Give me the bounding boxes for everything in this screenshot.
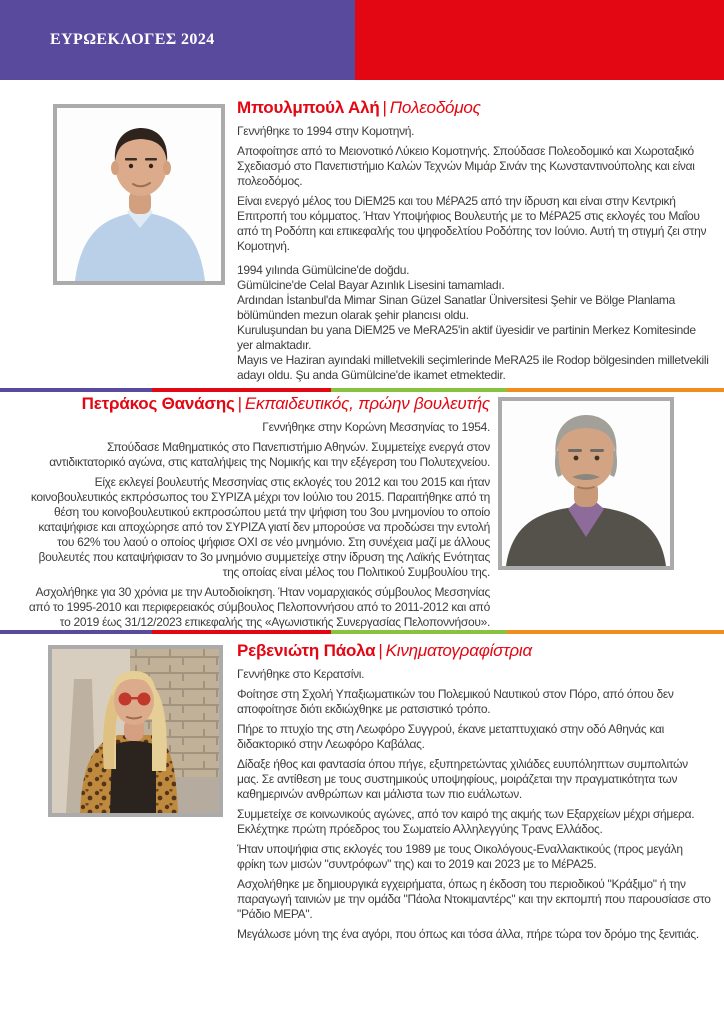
portrait-older-man-illustration [502,401,670,566]
bio-paragraph: Αποφοίτησε από το Μειονοτικό Λύκειο Κομοτηνής. Σπούδασε Πολεοδομικό και Χωροταξικό Σχεδιασμό στο Πανεπιστήμιο Καλών Τεχνών Μιμάρ Σινάν της Κωνσταντινούπολης και είναι πολεοδόμος. [237,144,695,188]
bio-turkish-line: Mayıs ve Haziran ayındaki milletvekili seçimlerinde MeRA25 ile Rodop bölgesinden milletvekili adayı oldu. Şu anda Gümülcine'de ikamet etmektedir. [237,353,709,382]
bio-turkish-line: 1994 yılında Gümülcine'de doğdu. [237,263,410,277]
header-purple-band [0,0,355,80]
multicolor-divider [0,388,724,392]
divider-purple-segment [0,388,152,392]
candidate-heading [237,641,711,661]
divider-orange-segment [507,630,724,634]
bio-paragraph: Ασχολήθηκε για 30 χρόνια με την Αυτοδιοίκηση. Ήταν νομαρχιακός σύμβουλος Μεσσηνίας από το 1995-2010 και περιφερειακός σύμβουλος Πελοποννήσου από το 2011-2012 και από το 2019 έως 31/12/2023 επικεφαλής της «Αγωνιστικής Συνεργασίας Πελοποννήσου». [28,585,490,629]
candidate-photo-bulbul [53,104,225,285]
bio-paragraph: Είναι ενεργό μέλος του DiEM25 και του ΜέΡΑ25 από την ίδρυση και είναι στην Κεντρική Επιτροπή του κόμματος. Ήταν Υποψήφιος Βουλευτής με το ΜέΡΑ25 στις εκλογές του Μαΐου από τη Ροδόπη και επικεφαλής του ψηφοδελτίου Ροδόπης τον Ιούνιο. Αυτή τη στιγμή ζει στην Κομοτηνή. [237,194,707,253]
candidate-photo-petrakos [498,397,674,570]
divider-red-segment [152,388,331,392]
bio-paragraph: Μεγάλωσε μόνη της ένα αγόρι, που όπως και τόσα άλλα, πήρε τώρα τον δρόμο της ξενιτιάς. [237,927,699,941]
bio-paragraph: Γεννήθηκε στην Κορώνη Μεσσηνίας το 1954. [262,420,490,434]
portrait-blonde-woman-illustration [52,649,219,813]
bio-turkish-line: Ardından İstanbul'da Mimar Sinan Güzel Sanatlar Üniversitesi Şehir ve Bölge Planlama bölümünden mezun olarak şehir plancısı oldu. [237,293,675,322]
candidate-role: Πολεοδόμος [389,98,481,117]
divider-green-segment [331,388,507,392]
candidate-heading [237,98,711,118]
header-red-band [355,0,724,80]
candidate-name: Πετράκος Θανάσης [81,394,235,413]
candidate-photo-revenioti [48,645,223,817]
profile-section-bulbul [237,98,711,383]
divider-orange-segment [507,388,724,392]
bio-turkish-block [237,263,711,383]
bio-paragraph: Ασχολήθηκε με δημιουργικά εγχειρήματα, όπως η έκδοση του περιοδικού "Κράξιμο" ή την παραγωγή ταινιών με την ομάδα "Πάολα Ντοκιμαντέρς" και την εκπομπή που παρουσίασε στο "Ράδιο ΜΕΡΑ". [237,877,711,921]
candidate-heading [28,394,490,414]
candidate-name: Μπουλμπούλ Αλή [237,98,380,117]
bio-paragraph: Πήρε το πτυχίο της στη Λεωφόρο Συγγρού, έκανε μεταπτυχιακό στην οδό Αθηνάς και διδακτορικό στην Λεωφόρο Καβάλας. [237,722,664,751]
page-title: ΕΥΡΩΕΚΛΟΓΕΣ 2024 [50,31,215,48]
bio-paragraph: Γεννήθηκε στο Κερατσίνι. [237,667,365,681]
bio-paragraph: Είχε εκλεγεί βουλευτής Μεσσηνίας στις εκλογές του 2012 και του 2015 και ήταν κοινοβουλευτικός εκπρόσωπος του ΣΥΡΙΖΑ μέχρι τον Ιούλιο του 2015. Παραιτήθηκε από τη θέση του κοινοβουλευτικού εκπροσώπου μετά την ψήφιση του 3ου μνημονίου το οποίο καταψήφισε και αποχώρησε από τον ΣΥΡΙΖΑ γιατί δεν μπορούσε να προδώσει την εντολή του 62% του λαού ο οποίος ψήφισε ΟΧΙ σε νέο μνημόνιο. Στη συνέχεια μαζί με άλλους βουλευτές που καταψήφισαν το 3ο μνημόνιο συμμετείχε στην ίδρυση της Λαϊκής Ενότητας της οποίας είναι μέλος του Πολιτικού Συμβουλίου της. [30,475,490,579]
page-header [0,0,724,80]
heading-separator: | [382,98,387,117]
bio-turkish-line: Kuruluşundan bu yana DiEM25 ve MeRA25'in aktif üyesidir ve partinin Merkez Komitesinde yer almaktadır. [237,323,696,352]
bio-paragraph: Φοίτησε στη Σχολή Υπαξιωματικών του Πολεμικού Ναυτικού στον Πόρο, από όπου δεν αποφοίτησε διότι εκδιώχθηκε με ρατσιστικό τρόπο. [237,687,674,716]
divider-purple-segment [0,630,152,634]
bio-paragraph: Γεννήθηκε το 1994 στην Κομοτηνή. [237,124,415,138]
heading-separator: | [378,641,383,660]
profile-section-petrakos [28,394,490,635]
candidate-name: Ρεβενιώτη Πάολα [237,641,376,660]
candidate-role: Εκπαιδευτικός, πρώην βουλευτής [244,394,490,413]
bio-turkish-line: Gümülcine'de Celal Bayar Azınlık Lisesini tamamladı. [237,278,505,292]
divider-red-segment [152,630,331,634]
multicolor-divider [0,630,724,634]
profile-section-revenioti [237,641,711,947]
portrait-man-blue-shirt-illustration [57,108,221,281]
bio-paragraph: Δίδαξε ήθος και φαντασία όπου πήγε, εξυπηρετώντας χιλιάδες ευυπόληπτων συμπολιτών μας. Σε αντίθεση με τους συστημικούς υποψηφίους, μοιράζεται την πραγματικότητα των καθημερινών ανθρώπων και μάλιστα των πιο ευάλωτων. [237,757,688,801]
bio-paragraph: Σπούδασε Μαθηματικός στο Πανεπιστήμιο Αθηνών. Συμμετείχε ενεργά στον αντιδικτατορικό αγώνα, στις καταλήψεις της Νομικής και την εξέγερση του Πολυτεχνείου. [49,440,490,469]
heading-separator: | [237,394,242,413]
bio-paragraph: Συμμετείχε σε κοινωνικούς αγώνες, από τον καιρό της ακμής των Εξαρχείων μέχρι σήμερα. Εκλέχτηκε πρώτη πρόεδρος του Σωματείο Αλληλεγγύης Τρανς Ελλάδος. [237,807,695,836]
bio-paragraph: Ήταν υποψήφια στις εκλογές του 1989 με τους Οικολόγους-Εναλλακτικούς (προς μεγάλη φρίκη των μισών "συντρόφων" της) και το 2019 και 2023 με το ΜέΡΑ25. [237,842,683,871]
divider-green-segment [331,630,507,634]
candidate-role: Κινηματογραφίστρια [385,641,532,660]
